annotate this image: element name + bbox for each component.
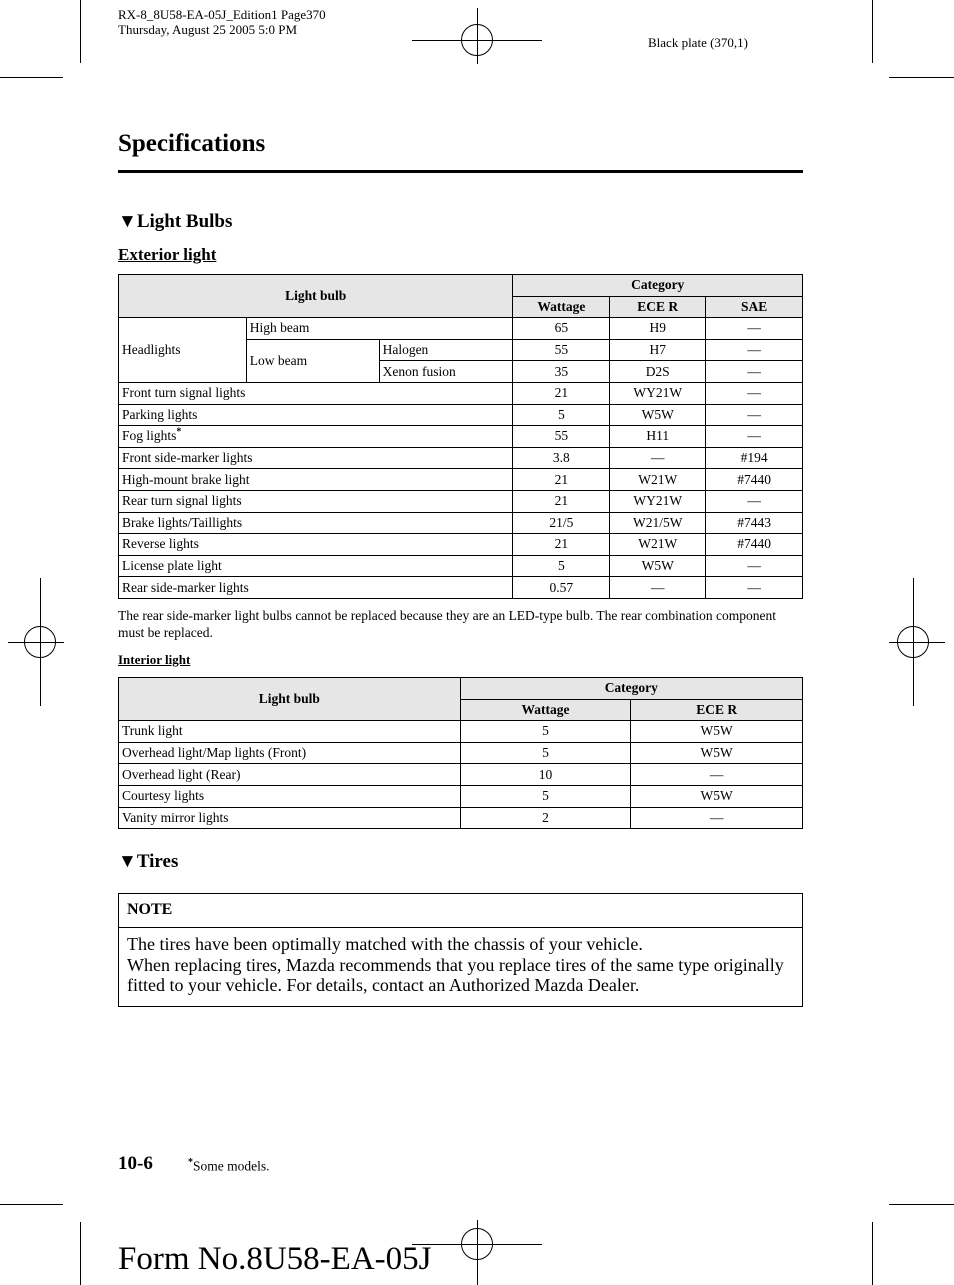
tires-note-box [118, 893, 803, 1007]
ece-cell: H11 [610, 426, 706, 448]
bulb-label: Trunk light [119, 721, 461, 743]
wattage-cell: 65 [513, 318, 610, 340]
bulb-label: Courtesy lights [119, 785, 461, 807]
sae-cell: #7443 [706, 512, 803, 534]
bulb-label: High-mount brake light [119, 469, 513, 491]
sae-cell: — [706, 404, 803, 426]
bulb-label [119, 426, 513, 448]
exterior-light-table [118, 274, 803, 599]
wattage-cell: 55 [513, 339, 610, 361]
table-row [119, 534, 803, 556]
col-light-bulb: Light bulb [119, 678, 461, 721]
bulb-label: Front side-marker lights [119, 447, 513, 469]
table-row [119, 382, 803, 404]
table-row [119, 426, 803, 448]
tires-heading [118, 851, 178, 873]
ece-cell: D2S [610, 361, 706, 383]
sae-cell: #7440 [706, 469, 803, 491]
bulb-label: Vanity mirror lights [119, 807, 461, 829]
sae-cell: #194 [706, 447, 803, 469]
ece-cell: H7 [610, 339, 706, 361]
wattage-cell: 2 [460, 807, 631, 829]
ece-cell: — [631, 764, 803, 786]
halogen-label: Halogen [379, 339, 513, 361]
ece-cell: WY21W [610, 490, 706, 512]
col-wattage: Wattage [513, 296, 610, 318]
sae-cell: — [706, 555, 803, 577]
interior-light-heading: Interior light [118, 652, 191, 667]
sae-cell: — [706, 361, 803, 383]
bulb-label: Rear turn signal lights [119, 490, 513, 512]
table-row [119, 807, 803, 829]
table-row [119, 512, 803, 534]
table-row [119, 469, 803, 491]
ece-cell: W5W [610, 555, 706, 577]
wattage-cell: 21 [513, 534, 610, 556]
wattage-cell: 21 [513, 382, 610, 404]
section-marker-icon: ▼ [118, 851, 137, 872]
print-file-line: RX-8_8U58-EA-05J_Edition1 Page370 [118, 7, 326, 22]
ece-cell: W21W [610, 469, 706, 491]
interior-light-table [118, 677, 803, 829]
note-line-1: The tires have been optimally matched with the chassis of your vehicle. [127, 934, 643, 954]
col-category: Category [513, 275, 803, 297]
sae-cell: — [706, 426, 803, 448]
table-row [119, 764, 803, 786]
bulb-label: Parking lights [119, 404, 513, 426]
col-sae: SAE [706, 296, 803, 318]
light-bulbs-heading [118, 211, 232, 233]
page-number: 10-6 [118, 1153, 153, 1174]
col-light-bulb: Light bulb [119, 275, 513, 318]
sae-cell: — [706, 490, 803, 512]
headlights-label: Headlights [119, 318, 247, 383]
high-beam-label: High beam [246, 318, 513, 340]
note-line-2: When replacing tires, Mazda recommends that you replace tires of the same type originally fitted to your vehicle. For details, contact an Authorized Mazda Dealer. [127, 954, 784, 995]
form-number: Form No.8U58-EA-05J [118, 1241, 432, 1277]
wattage-cell: 21 [513, 490, 610, 512]
table-row [119, 785, 803, 807]
ece-cell: W5W [631, 721, 803, 743]
exterior-light-heading: Exterior light [118, 245, 217, 264]
table-row [119, 555, 803, 577]
wattage-cell: 5 [513, 404, 610, 426]
wattage-cell: 3.8 [513, 447, 610, 469]
wattage-cell: 55 [513, 426, 610, 448]
ece-cell: W21/5W [610, 512, 706, 534]
wattage-cell: 5 [460, 742, 631, 764]
sae-cell: — [706, 339, 803, 361]
footnote-text: Some models. [193, 1158, 270, 1174]
low-beam-label: Low beam [246, 339, 379, 382]
ece-cell: W5W [610, 404, 706, 426]
col-ece: ECE R [631, 699, 803, 721]
wattage-cell: 10 [460, 764, 631, 786]
note-body [119, 928, 802, 1002]
note-label: NOTE [119, 894, 802, 928]
footnote-mark: * [176, 426, 182, 438]
models-footnote [188, 1157, 270, 1175]
table-row [119, 742, 803, 764]
ece-cell: — [610, 577, 706, 599]
bulb-label: Rear side-marker lights [119, 577, 513, 599]
ece-cell: — [610, 447, 706, 469]
page-title: Specifications [118, 130, 266, 157]
wattage-cell: 5 [460, 785, 631, 807]
sae-cell: — [706, 382, 803, 404]
ece-cell: WY21W [610, 382, 706, 404]
col-category: Category [460, 678, 802, 700]
bulb-label: Overhead light/Map lights (Front) [119, 742, 461, 764]
wattage-cell: 0.57 [513, 577, 610, 599]
light-bulbs-heading-text: Light Bulbs [136, 211, 233, 232]
sae-cell: — [706, 318, 803, 340]
wattage-cell: 21 [513, 469, 610, 491]
table-row [119, 404, 803, 426]
col-ece: ECE R [610, 296, 706, 318]
table-row [119, 577, 803, 599]
exterior-footnote: The rear side-marker light bulbs cannot be replaced because they are an LED-type bulb. The rear combination component must be replaced. [118, 608, 776, 640]
title-rule [118, 170, 803, 173]
fog-lights-label: Fog lights [122, 428, 177, 444]
table-row [119, 318, 803, 340]
bulb-label: Front turn signal lights [119, 382, 513, 404]
wattage-cell: 5 [513, 555, 610, 577]
table-row [119, 447, 803, 469]
col-wattage: Wattage [460, 699, 631, 721]
ece-cell: W5W [631, 742, 803, 764]
xenon-label: Xenon fusion [379, 361, 513, 383]
footnote-mark: * [188, 1157, 193, 1168]
ece-cell: H9 [610, 318, 706, 340]
sae-cell: #7440 [706, 534, 803, 556]
wattage-cell: 5 [460, 721, 631, 743]
ece-cell: W5W [631, 785, 803, 807]
bulb-label: License plate light [119, 555, 513, 577]
ece-cell: W21W [610, 534, 706, 556]
bulb-label: Reverse lights [119, 534, 513, 556]
sae-cell: — [706, 577, 803, 599]
bulb-label: Overhead light (Rear) [119, 764, 461, 786]
section-marker-icon: ▼ [118, 211, 137, 232]
table-row [119, 721, 803, 743]
tires-heading-text: Tires [136, 851, 179, 872]
wattage-cell: 35 [513, 361, 610, 383]
plate-label: Black plate (370,1) [648, 35, 748, 50]
ece-cell: — [631, 807, 803, 829]
bulb-label: Brake lights/Taillights [119, 512, 513, 534]
table-row [119, 490, 803, 512]
wattage-cell: 21/5 [513, 512, 610, 534]
print-date-line: Thursday, August 25 2005 5:0 PM [118, 22, 297, 37]
